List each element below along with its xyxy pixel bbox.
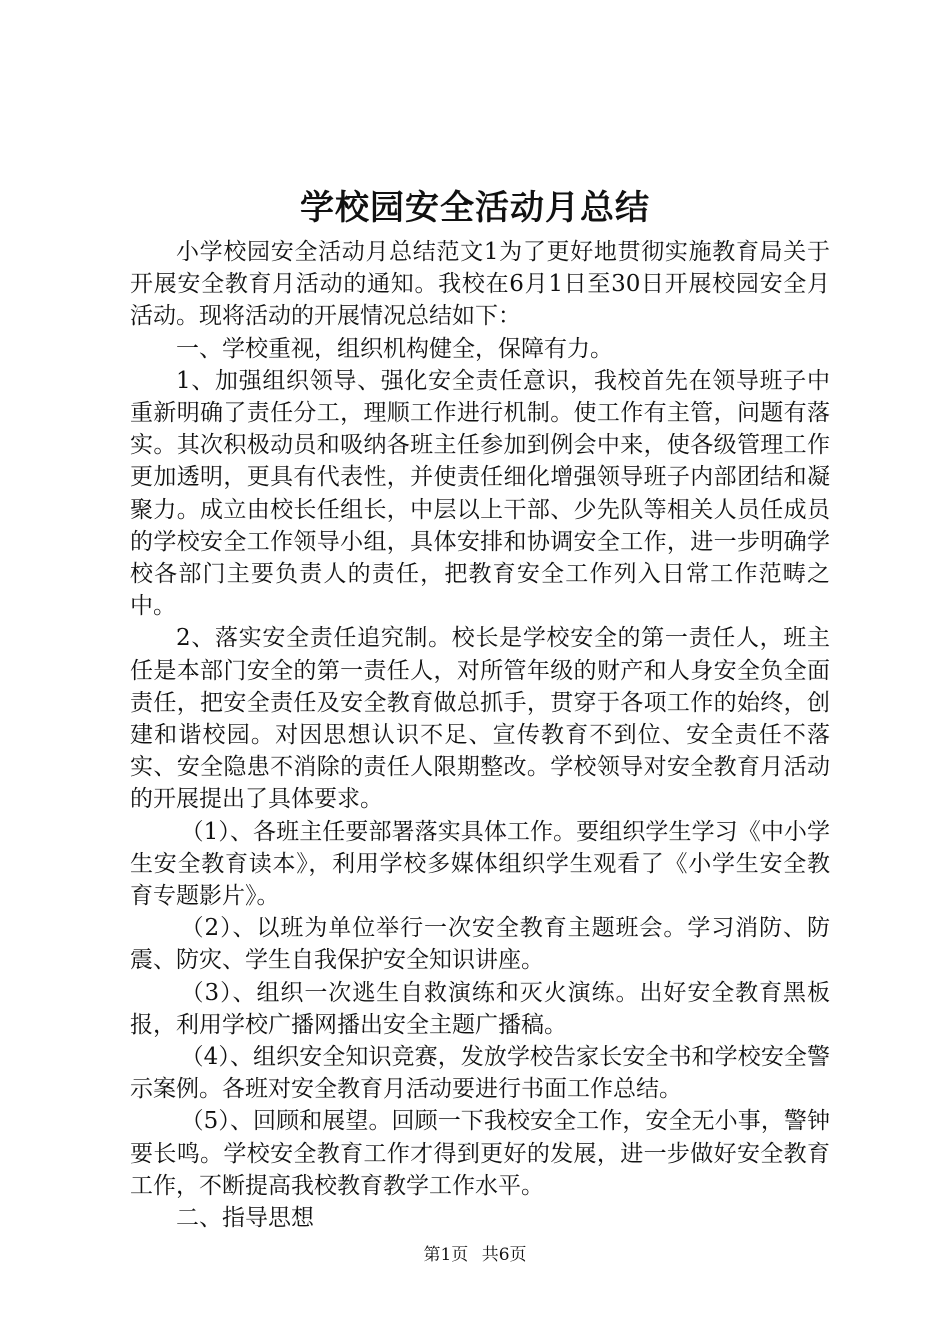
paragraph-section-2-heading: 二、指导思想	[176, 1205, 314, 1232]
paragraph-item-1: 1、加强组织领导、强化安全责任意识，我校首先在领导班子中重新明确了责任分工，理顺工作进行机制。使工作有主管，问题有落实。其次积极动员和吸纳各班主任参加到例会中来，使各级管理工作更加透明，更具有代表性，并使责任细化增强领导班子内部团结和凝聚力。成立由校长任组长，中层以上干部、少先队等相关人员任成员的学校安全工作领导小组，具体安排和协调安全工作，进一步明确学校各部门主要负责人的责任，把教育安全工作列入日常工作范畴之中。	[130, 367, 830, 620]
document-title: 学校园安全活动月总结	[300, 188, 650, 228]
page-total: 共6页	[481, 1245, 527, 1265]
page-number: 第1页	[423, 1245, 469, 1265]
paragraph-sub-item-1: （1）、各班主任要部署落实具体工作。要组织学生学习《中小学生安全教育读本》，利用学校多媒体组织学生观看了《小学生安全教育专题影片》。	[130, 818, 830, 910]
paragraph-sub-item-4: （4）、组织安全知识竞赛，发放学校告家长安全书和学校安全警示案例。各班对安全教育月活动要进行书面工作总结。	[130, 1044, 830, 1103]
paragraph-section-1-heading: 一、学校重视，组织机构健全，保障有力。	[176, 335, 613, 362]
paragraph-sub-item-5: （5）、回顾和展望。回顾一下我校安全工作，安全无小事，警钟要长鸣。学校安全教育工作才得到更好的发展，进一步做好安全教育工作，不断提高我校教育教学工作水平。	[130, 1108, 830, 1199]
paragraph-sub-item-3: （3）、组织一次逃生自救演练和灭火演练。出好安全教育黑板报，利用学校广播网播出安全主题广播稿。	[130, 979, 830, 1038]
paragraph-sub-item-2: （2）、以班为单位举行一次安全教育主题班会。学习消防、防震、防灾、学生自我保护安全知识讲座。	[130, 915, 830, 974]
paragraph-intro: 小学校园安全活动月总结范文1为了更好地贯彻实施教育局关于开展安全教育月活动的通知。我校在6月1日至30日开展校园安全月活动。现将活动的开展情况总结如下：	[130, 239, 830, 330]
paragraph-item-2: 2、落实安全责任追究制。校长是学校安全的第一责任人，班主任是本部门安全的第一责任人，对所管年级的财产和人身安全负全面责任，把安全责任及安全教育做总抓手，贯穿于各项工作的始终，创建和谐校园。对因思想认识不足、宣传教育不到位、安全责任不落实、安全隐患不消除的责任人限期整改。学校领导对安全教育月活动的开展提出了具体要求。	[130, 625, 830, 813]
page-footer	[0, 1243, 950, 1267]
document-body	[130, 236, 830, 1234]
